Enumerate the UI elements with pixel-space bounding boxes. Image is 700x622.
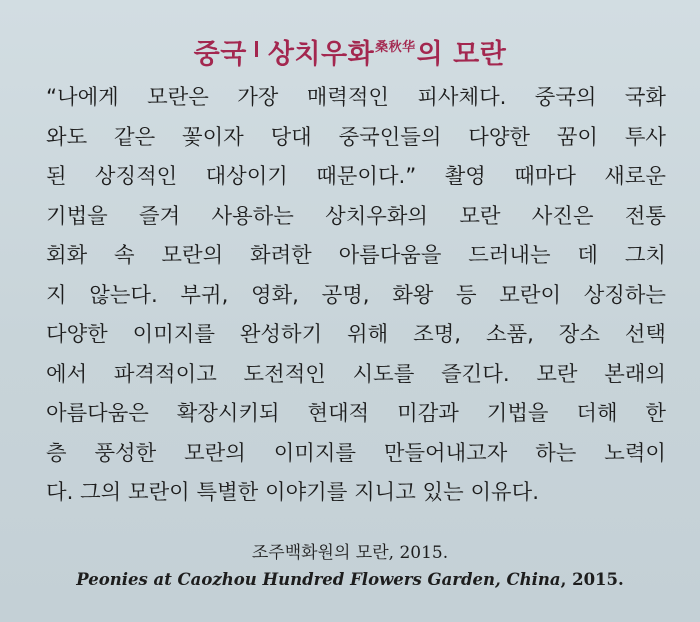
title-artist-name: 상치우화 (267, 39, 375, 70)
body-line: 회화 속 모란의 화려한 아름다움을 드러내는 데 그치 (46, 243, 666, 268)
body-line: 층 풍성한 모란의 이미지를 만들어내고자 하는 노력이 (46, 440, 666, 466)
body-paragraph (46, 78, 666, 513)
body-line: 기법을 즐겨 사용하는 상치우화의 모란 사진은 전통 (46, 203, 666, 229)
caption-english-title: Peonies at Caozhou Hundred Flowers Garden, China (76, 570, 561, 589)
body-line: 아름다움은 확장시키되 현대적 미감과 기법을 더해 한 (46, 401, 666, 426)
caption-english (0, 570, 700, 589)
body-line: 와도 같은 꽃이자 당대 중국인들의 다양한 꿈이 투사 (46, 124, 666, 150)
body-line: 된 상징적인 대상이기 때문이다.” 촬영 때마다 새로운 (46, 164, 666, 189)
title-artist-hanja: 桑秋华 (375, 40, 416, 55)
caption-english-year: , 2015. (560, 570, 624, 589)
body-line: 다. 그의 모란이 특별한 이야기를 지니고 있는 이유다. (46, 480, 539, 505)
body-line: 지 않는다. 부귀, 영화, 공명, 화왕 등 모란이 상징하는 (46, 282, 666, 308)
body-line: “나에게 모란은 가장 매력적인 피사체다. 중국의 국화 (46, 85, 666, 110)
body-line: 에서 파격적이고 도전적인 시도를 즐긴다. 모란 본래의 (46, 361, 666, 387)
caption-korean: 조주백화원의 모란, 2015. (251, 543, 449, 563)
title-subject: 의 모란 (416, 39, 507, 70)
title-separator (255, 41, 258, 57)
panel-title (0, 32, 700, 71)
title-country: 중국 (193, 39, 247, 70)
body-line: 다양한 이미지를 완성하기 위해 조명, 소품, 장소 선택 (46, 322, 666, 347)
